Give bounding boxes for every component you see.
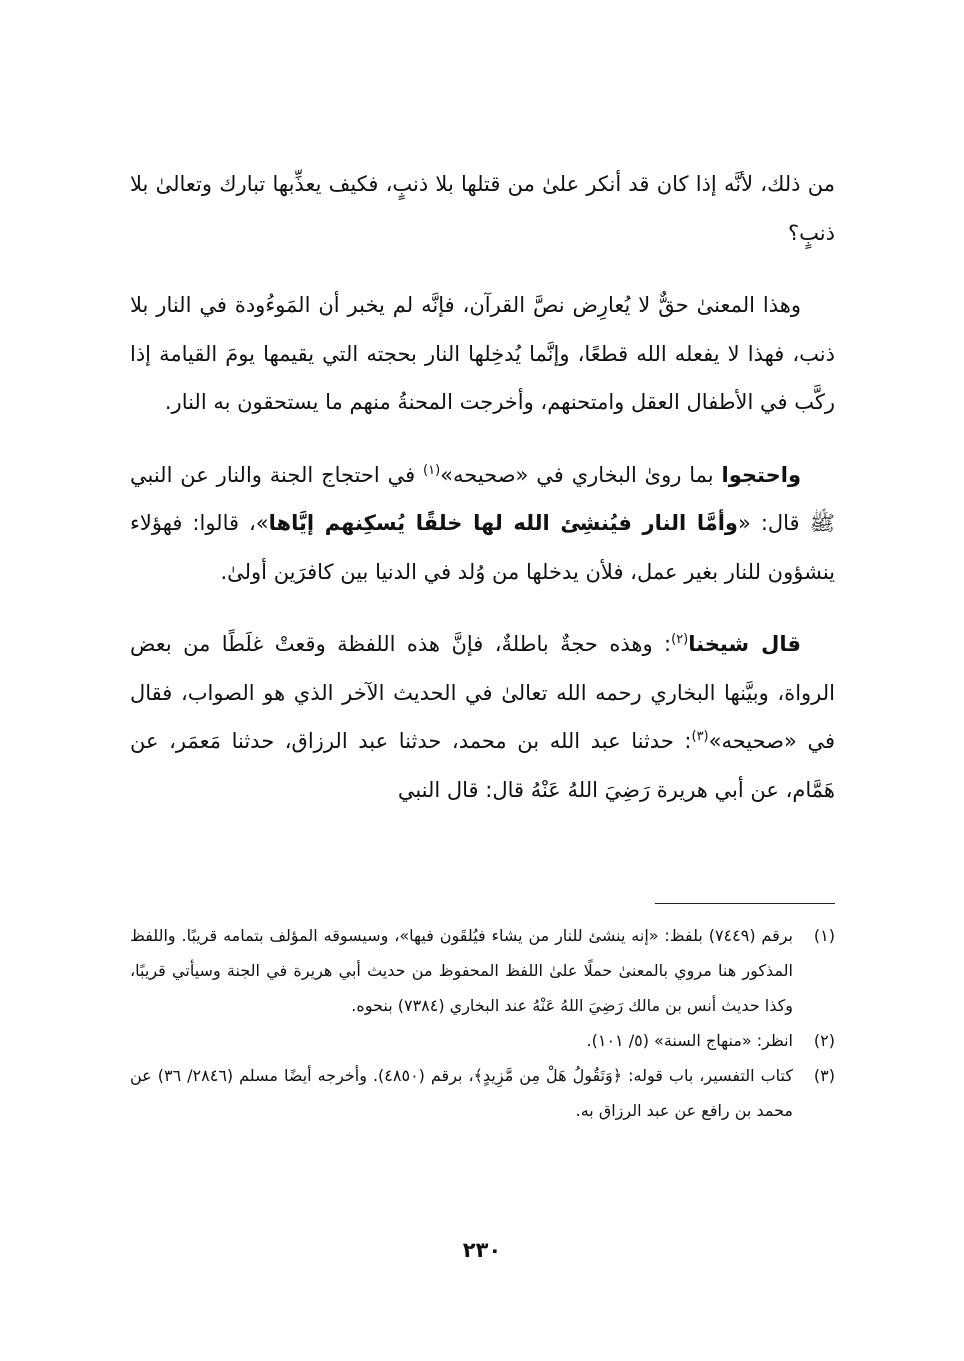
footnote	[130, 1058, 835, 1128]
footnote-text: انظر: «منهاج السنة» (٥/ ١٠١).	[586, 1031, 793, 1050]
footnote-number: (٢)	[813, 1031, 835, 1050]
paragraph-3	[130, 451, 835, 597]
paragraph-2	[130, 281, 835, 427]
footnote-ref-3[interactable]: (٣)	[691, 729, 709, 744]
footnote-separator	[655, 903, 835, 904]
paragraph-3-part2: في احتجاج الجنة والنار عن النبي ﷺ قال: «	[130, 462, 835, 535]
footnote-ref-2[interactable]: (٢)	[671, 632, 689, 647]
main-text	[130, 160, 835, 838]
paragraph-4-part1: : وهذه حجةٌ باطلةٌ، فإنَّ هذه اللفظة وقعتْ غلَطًا من بعض الرواة، وبيَّنها البخاري رحمه الله تعالىٰ في الحديث الآخر الذي هو الصواب، فقال في «صحيحه»	[130, 632, 836, 753]
hadith-quote: وأمَّا النار فيُنشِئ الله لها خلقًا يُسكِنهم إيَّاها	[268, 511, 738, 535]
footnote-text: برقم (٧٤٤٩) بلفظ: «إنه ينشئ للنار من يشاء فيُلقَون فيها»، وسيسوقه المؤلف بتمامه قريبًا. واللفظ المذكور هنا مروي بالمعنىٰ حملًا علىٰ اللفظ المحفوظ من حديث أبي هريرة في الجنة وسيأتي قريبًا، وكذا حديث أنس بن مالك رَضِيَ اللهُ عَنْهُ عند البخاري (٧٣٨٤) بنحوه.	[130, 926, 794, 1015]
paragraph-1-text: من ذلك، لأنَّه إذا كان قد أنكر علىٰ من قتلها بلا ذنبٍ، فكيف يعذِّبها تبارك وتعالىٰ بلا ذنبٍ؟	[130, 172, 835, 245]
footnote-ref-1[interactable]: (١)	[423, 462, 441, 478]
paragraph-3-part3: »، قالوا: فهؤلاء ينشؤون للنار بغير عمل، فلأن يدخلها من وُلد في الدنيا بين كافرَين أولىٰ.	[130, 511, 835, 584]
paragraph-3-part1: بما روىٰ البخاري في «صحيحه»	[440, 462, 722, 487]
paragraph-2-text: وهذا المعنىٰ حقٌّ لا يُعارِض نصَّ القرآن، فإنَّه لم يخبر أن المَوءُودة في النار بلا ذنب، فهذا لا يفعله الله قطعًا، وإنَّما يُدخِلها النار بحجته التي يقيمها يومَ القيامة إذا ركَّب في الأطفال العقل وامتحنهم، وأخرجت المحنةُ منهم ما يستحقون به النار.	[130, 293, 835, 414]
paragraph-3-lead: واحتجوا	[721, 462, 802, 487]
footnote	[130, 918, 835, 1023]
paragraph-4-part2: : حدثنا عبد الله بن محمد، حدثنا عبد الرزاق، حدثنا مَعمَر، عن هَمَّام، عن أبي هريرة رَضِيَ اللهُ عَنْهُ قال: قال النبي	[130, 729, 835, 802]
footnotes	[130, 918, 835, 1128]
paragraph-1	[130, 160, 835, 257]
footnote-text: كتاب التفسير، باب قوله: ﴿وَتَقُولُ هَلْ مِن مَّزِيدٍ﴾، برقم (٤٨٥٠). وأخرجه أيضًا مسلم (٢٨٤٦/ ٣٦) عن محمد بن رافع عن عبد الرزاق به.	[130, 1066, 793, 1120]
paragraph-4-lead: قال شيخنا	[688, 632, 801, 656]
paragraph-4	[130, 620, 835, 814]
footnote-number: (١)	[813, 926, 835, 945]
footnote	[130, 1023, 835, 1058]
footnote-number: (٣)	[813, 1066, 835, 1085]
page-number: ٢٣٠	[462, 1238, 502, 1262]
